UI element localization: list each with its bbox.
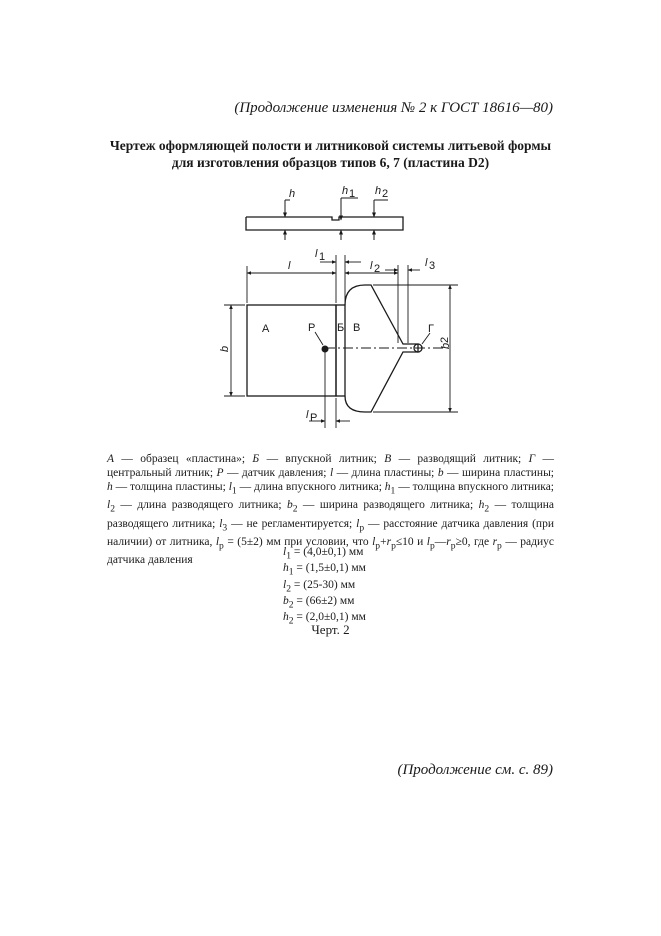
label-l2-sub: 2 [374,263,381,275]
label-h1-sub: 1 [349,188,356,200]
label-lp: l [306,409,309,421]
label-b2-sub: 2 [439,336,451,343]
plate-outline [247,305,336,396]
sprue-circle [414,344,422,352]
label-l3-sub: 3 [429,260,436,272]
figure-caption: Черт. 2 [311,622,350,637]
cross-section-view [246,198,403,240]
zone-label-a: А [262,323,270,335]
zone-label-p: Р [308,322,316,334]
continuation-header: (Продолжение изменения № 2 к ГОСТ 18616—80) [234,100,553,116]
dim-l1-value: $l_1 = (4,0\pm 0,1)$ мм [283,546,364,562]
label-l1: l [315,248,318,260]
dim-b2-value: $b_2 = (66\pm 2)$ мм [283,594,355,611]
label-b: b [219,345,231,352]
drawing-title-line-2: для изготовления образцов типов 6, 7 (пластина D2) [171,155,490,170]
dim-h2-value: $h_2 = (2,0\pm 0,1)$ мм [283,611,366,627]
continuation-footer: (Продолжение см. с. 89) [397,762,553,778]
dimension-values [283,546,366,627]
pressure-sensor-dot [322,346,329,353]
plan-view [247,285,422,412]
label-l2: l [370,260,373,272]
label-l: l [288,260,291,272]
dim-h1-value: $h_1 = (1,5\pm 0,1)$ мм [283,562,366,578]
label-lp-sub: P [310,412,318,424]
runner-outline [345,285,418,412]
label-h1: h [342,185,349,197]
label-b2: b [440,342,452,349]
zone-label-b: Б [337,322,345,334]
label-h2-sub: 2 [382,188,389,200]
zone-label-v: В [353,322,361,334]
drawing-title-line-1: Чертеж оформляющей полости и литниковой системы литьевой формы [109,138,552,153]
cross-section-outline [246,217,403,230]
label-l1-sub: 1 [319,251,326,263]
drawing-legend: А — образец «пластина»; Б — впускной литник; В — разводящий литник; Г — центральный литник; Р — датчик давления; l — длина пластины; b — ширина пластины; h — толщина пластины; $l_1$ — длина впускного литника; $h_1$ — толщина впускного литника; $l_2$ — длина разводящего литника; $b_2$ — ширина разводящего литника; $h_2$ — толщина разводящего литника; $l_3$ — не регламентируется; $l_р$ — расстояние датчика давления (при наличии) от литника, $l_р = (5\pm 2)$ мм при условии, что $l_р+r_р\le 10$ и $l_р—r_р\ge 0$, где $r_р$ — радиус датчика давления [107,453,555,567]
label-h: h [289,188,296,200]
dim-l2-value: $l_2 = (25-30)$ мм [283,578,356,594]
label-l3: l [425,257,428,269]
zone-label-g: Г [428,323,434,335]
inlet-gate-outline [336,305,345,396]
label-h2: h [375,185,382,197]
